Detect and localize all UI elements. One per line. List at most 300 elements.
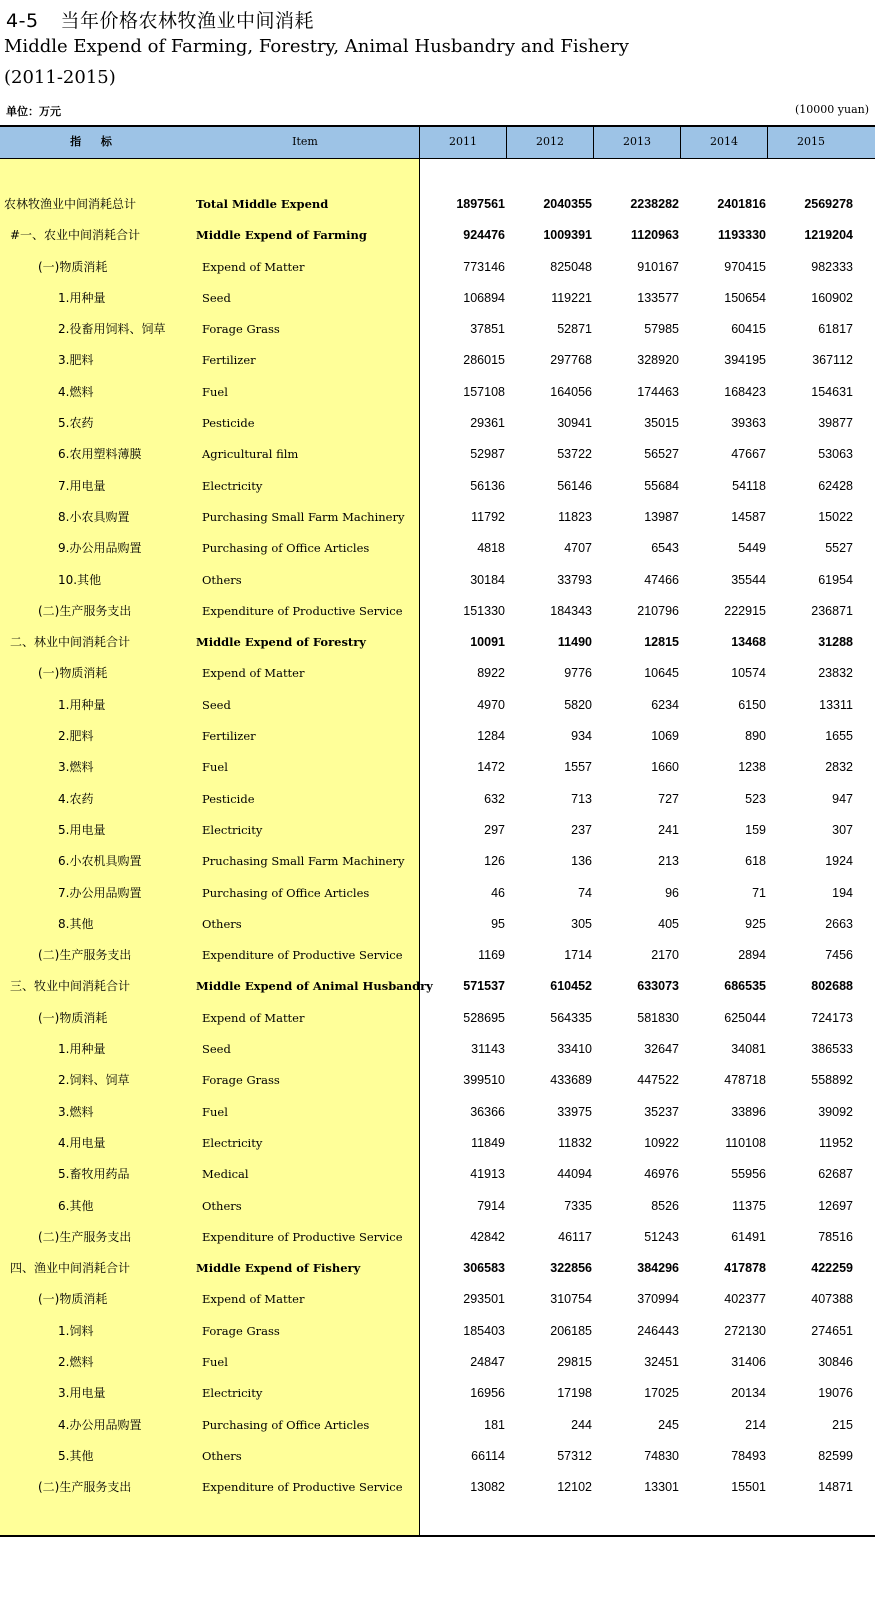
table-row <box>0 1191 875 1222</box>
value-cell-2012: 44094 <box>557 1167 592 1182</box>
value-cell-2013: 405 <box>658 916 679 931</box>
row-label-en: Purchasing of Office Articles <box>202 1417 370 1432</box>
value-cell-2012: 825048 <box>550 259 592 274</box>
value-cell-2011: 106894 <box>463 290 505 305</box>
value-cell-2013: 6234 <box>651 697 679 712</box>
value-cell-2011: 1897561 <box>456 197 505 211</box>
header-year-2013: 2013 <box>623 135 651 148</box>
value-cell-2013: 328920 <box>637 353 679 368</box>
table-row <box>0 784 875 815</box>
value-cell-2015: 11952 <box>819 1135 853 1150</box>
value-cell-2012: 52871 <box>557 322 592 337</box>
value-cell-2011: 10091 <box>470 635 505 650</box>
value-cell-2012: 33410 <box>557 1042 592 1057</box>
value-cell-2012: 206185 <box>550 1323 592 1338</box>
row-label-en: Expend of Matter <box>202 1010 305 1025</box>
value-cell-2013: 2170 <box>651 948 679 963</box>
value-cell-2012: 1714 <box>564 948 592 963</box>
page-title-years: (2011-2015) <box>4 67 116 88</box>
value-cell-2014: 2894 <box>738 948 766 963</box>
value-cell-2011: 151330 <box>463 603 505 618</box>
row-label-en: Purchasing of Office Articles <box>202 541 370 556</box>
table-row <box>0 940 875 971</box>
table-row <box>0 752 875 783</box>
value-cell-2014: 394195 <box>724 353 766 368</box>
value-cell-2013: 133577 <box>637 290 679 305</box>
value-cell-2015: 31288 <box>818 635 853 650</box>
value-cell-2012: 297768 <box>550 353 592 368</box>
row-label-en: Agricultural film <box>202 447 299 462</box>
value-cell-2014: 71 <box>752 885 766 900</box>
value-cell-2013: 1660 <box>651 760 679 775</box>
value-cell-2011: 306583 <box>463 1261 505 1276</box>
table-number: 4-5 <box>6 10 39 32</box>
value-cell-2012: 12102 <box>557 1480 592 1495</box>
row-label-en: Others <box>202 572 242 587</box>
row-label-en: Seed <box>202 697 231 712</box>
row-label-cn: 2.燃料 <box>58 1354 94 1369</box>
value-cell-2015: 194 <box>832 885 853 900</box>
table-row <box>0 1222 875 1253</box>
value-cell-2012: 9776 <box>564 666 592 681</box>
table-row <box>0 721 875 752</box>
value-cell-2015: 15022 <box>818 509 853 524</box>
row-label-en: Electricity <box>202 478 263 493</box>
value-cell-2012: 29815 <box>557 1354 592 1369</box>
value-cell-2013: 96 <box>665 885 679 900</box>
value-cell-2015: 14871 <box>818 1480 853 1495</box>
value-cell-2014: 10574 <box>731 666 766 681</box>
value-cell-2015: 154631 <box>811 384 853 399</box>
row-label-cn: 农林牧渔业中间消耗总计 <box>4 197 137 211</box>
value-cell-2011: 4970 <box>477 697 505 712</box>
value-cell-2015: 422259 <box>811 1261 853 1276</box>
row-label-en: Purchasing Small Farm Machinery <box>202 509 405 524</box>
value-cell-2013: 51243 <box>644 1229 679 1244</box>
value-cell-2012: 11490 <box>557 635 592 650</box>
value-cell-2014: 13468 <box>731 635 766 650</box>
value-cell-2015: 160902 <box>811 290 853 305</box>
row-label-cn: 7.办公用品购置 <box>58 885 142 900</box>
value-cell-2014: 417878 <box>724 1261 766 1276</box>
table-row <box>0 627 875 658</box>
value-cell-2015: 407388 <box>811 1292 853 1307</box>
value-cell-2015: 7456 <box>825 948 853 963</box>
value-cell-2012: 17198 <box>557 1386 592 1401</box>
value-cell-2012: 30941 <box>557 416 592 431</box>
value-cell-2013: 35015 <box>644 416 679 431</box>
value-cell-2014: 925 <box>745 916 766 931</box>
row-label-en: Pesticide <box>202 416 255 431</box>
table-row <box>0 658 875 689</box>
value-cell-2012: 164056 <box>550 384 592 399</box>
row-label-en: Electricity <box>202 1386 263 1401</box>
value-cell-2013: 47466 <box>644 572 679 587</box>
value-cell-2012: 136 <box>571 854 592 869</box>
table-row <box>0 1159 875 1190</box>
value-cell-2015: 802688 <box>811 979 853 994</box>
value-cell-2015: 82599 <box>818 1448 853 1463</box>
value-cell-2015: 5527 <box>825 541 853 556</box>
value-cell-2012: 4707 <box>564 541 592 556</box>
value-cell-2013: 12815 <box>644 635 679 650</box>
value-cell-2013: 57985 <box>644 322 679 337</box>
value-cell-2013: 13301 <box>644 1480 679 1495</box>
value-cell-2011: 1284 <box>477 729 505 744</box>
row-label-cn: 三、牧业中间消耗合计 <box>10 979 131 994</box>
value-cell-2015: 1655 <box>825 729 853 744</box>
value-cell-2011: 24847 <box>470 1354 505 1369</box>
row-label-en: Others <box>202 916 242 931</box>
value-cell-2011: 185403 <box>463 1323 505 1338</box>
table-row <box>0 189 875 220</box>
row-label-cn: 1.饲料 <box>58 1323 94 1338</box>
value-cell-2014: 970415 <box>724 259 766 274</box>
value-cell-2011: 399510 <box>463 1073 505 1088</box>
row-label-cn: (二)生产服务支出 <box>38 948 132 963</box>
value-cell-2011: 181 <box>484 1417 505 1432</box>
unit-label-en: (10000 yuan) <box>794 103 869 116</box>
row-label-cn: (二)生产服务支出 <box>38 1480 132 1495</box>
value-cell-2014: 214 <box>745 1417 766 1432</box>
row-label-en: Seed <box>202 290 231 305</box>
row-label-en: Middle Expend of Fishery <box>196 1261 361 1276</box>
value-cell-2015: 30846 <box>818 1354 853 1369</box>
table-row <box>0 502 875 533</box>
value-cell-2014: 222915 <box>724 603 766 618</box>
value-cell-2014: 1238 <box>738 760 766 775</box>
row-label-cn: 2.肥料 <box>58 729 94 744</box>
page-title-en: Middle Expend of Farming, Forestry, Animal Husbandry and Fishery <box>4 36 629 57</box>
row-label-cn: 3.燃料 <box>58 760 94 775</box>
row-label-cn: 四、渔业中间消耗合计 <box>10 1261 131 1276</box>
value-cell-2012: 53722 <box>557 447 592 462</box>
row-label-en: Others <box>202 1198 242 1213</box>
value-cell-2015: 236871 <box>811 603 853 618</box>
row-label-cn: 6.小农机具购置 <box>58 854 142 869</box>
row-label-en: Forage Grass <box>202 1323 280 1338</box>
value-cell-2012: 237 <box>571 822 592 837</box>
header-item-en: Item <box>292 135 318 148</box>
row-label-en: Others <box>202 1448 242 1463</box>
row-label-en: Expend of Matter <box>202 666 305 681</box>
row-label-cn: 10.其他 <box>58 572 102 587</box>
value-cell-2013: 10645 <box>644 666 679 681</box>
table-row <box>0 1472 875 1503</box>
row-label-cn: 1.用种量 <box>58 1042 106 1057</box>
value-cell-2015: 61954 <box>818 572 853 587</box>
value-cell-2015: 61817 <box>818 322 853 337</box>
value-cell-2012: 5820 <box>564 697 592 712</box>
value-cell-2014: 14587 <box>731 509 766 524</box>
value-cell-2012: 11832 <box>558 1135 592 1150</box>
value-cell-2011: 1169 <box>478 948 505 963</box>
table-row <box>0 1128 875 1159</box>
row-label-cn: (二)生产服务支出 <box>38 603 132 618</box>
value-cell-2013: 2238282 <box>630 197 679 211</box>
row-label-cn: 6.其他 <box>58 1198 94 1213</box>
row-label-cn: (二)生产服务支出 <box>38 1229 132 1244</box>
value-cell-2013: 46976 <box>644 1167 679 1182</box>
table-row <box>0 1441 875 1472</box>
value-cell-2014: 523 <box>745 791 766 806</box>
table-row <box>0 533 875 564</box>
row-label-cn: 1.用种量 <box>58 697 106 712</box>
value-cell-2014: 34081 <box>731 1042 766 1057</box>
value-cell-2013: 213 <box>658 854 679 869</box>
row-label-en: Expend of Matter <box>202 259 305 274</box>
row-label-cn: 5.用电量 <box>58 822 106 837</box>
value-cell-2013: 13987 <box>644 509 679 524</box>
value-cell-2013: 910167 <box>637 259 679 274</box>
value-cell-2011: 16956 <box>470 1386 505 1401</box>
value-cell-2015: 19076 <box>818 1386 853 1401</box>
header-year-2015: 2015 <box>797 135 825 148</box>
value-cell-2014: 150654 <box>724 290 766 305</box>
value-cell-2014: 54118 <box>732 478 766 493</box>
value-cell-2012: 564335 <box>550 1010 592 1025</box>
value-cell-2014: 31406 <box>731 1354 766 1369</box>
value-cell-2011: 13082 <box>470 1480 505 1495</box>
value-cell-2014: 55956 <box>731 1167 766 1182</box>
value-cell-2013: 17025 <box>644 1386 679 1401</box>
value-cell-2014: 11375 <box>732 1198 766 1213</box>
value-cell-2014: 110108 <box>725 1135 766 1150</box>
value-cell-2015: 386533 <box>811 1042 853 1057</box>
value-cell-2014: 272130 <box>724 1323 766 1338</box>
value-cell-2015: 215 <box>832 1417 853 1432</box>
table-row <box>0 565 875 596</box>
table-row <box>0 1347 875 1378</box>
header-item-cn: 指 标 <box>70 135 120 148</box>
value-cell-2011: 56136 <box>470 478 505 493</box>
value-cell-2012: 305 <box>571 916 592 931</box>
row-label-cn: 9.办公用品购置 <box>58 541 142 556</box>
value-cell-2012: 7335 <box>564 1198 592 1213</box>
table-row <box>0 377 875 408</box>
table-row <box>0 1065 875 1096</box>
value-cell-2012: 322856 <box>550 1261 592 1276</box>
value-cell-2012: 713 <box>571 791 592 806</box>
value-cell-2011: 571537 <box>463 979 505 994</box>
row-label-en: Expenditure of Productive Service <box>202 948 403 963</box>
row-label-cn: 3.燃料 <box>58 1104 94 1119</box>
table-row <box>0 471 875 502</box>
value-cell-2011: 36366 <box>470 1104 505 1119</box>
value-cell-2013: 210796 <box>637 603 679 618</box>
table-row <box>0 252 875 283</box>
value-cell-2011: 126 <box>484 854 505 869</box>
value-cell-2013: 32451 <box>644 1354 679 1369</box>
value-cell-2013: 447522 <box>637 1073 679 1088</box>
row-label-cn: 8.小农具购置 <box>58 509 130 524</box>
value-cell-2015: 13311 <box>819 697 853 712</box>
value-cell-2011: 4818 <box>477 541 505 556</box>
row-label-cn: (一)物质消耗 <box>38 1292 108 1307</box>
row-label-cn: 1.用种量 <box>58 290 106 305</box>
value-cell-2011: 528695 <box>463 1010 505 1025</box>
row-label-en: Fertilizer <box>202 353 256 368</box>
row-label-cn: 二、林业中间消耗合计 <box>10 635 131 650</box>
value-cell-2015: 12697 <box>818 1198 853 1213</box>
row-label-cn: 5.其他 <box>58 1448 94 1463</box>
value-cell-2014: 15501 <box>731 1480 766 1495</box>
value-cell-2014: 402377 <box>724 1292 766 1307</box>
value-cell-2012: 119221 <box>551 290 592 305</box>
value-cell-2015: 1924 <box>825 854 853 869</box>
column-divider <box>767 125 768 159</box>
value-cell-2014: 61491 <box>731 1229 766 1244</box>
row-label-cn: 6.农用塑料薄膜 <box>58 447 142 462</box>
value-cell-2011: 11792 <box>471 509 505 524</box>
value-cell-2012: 1557 <box>564 760 592 775</box>
value-cell-2012: 934 <box>571 729 592 744</box>
value-cell-2012: 184343 <box>550 603 592 618</box>
row-label-cn: 4.农药 <box>58 791 94 806</box>
value-cell-2012: 1009391 <box>543 228 592 243</box>
value-cell-2015: 62687 <box>818 1167 853 1182</box>
value-cell-2014: 20134 <box>731 1386 766 1401</box>
value-cell-2013: 1069 <box>651 729 679 744</box>
table-row <box>0 846 875 877</box>
row-label-en: Middle Expend of Animal Husbandry <box>196 979 433 994</box>
value-cell-2014: 686535 <box>724 979 766 994</box>
row-label-en: Total Middle Expend <box>196 197 329 211</box>
table-bottom-border <box>0 1535 875 1537</box>
value-cell-2013: 6543 <box>651 541 679 556</box>
value-cell-2012: 74 <box>578 885 592 900</box>
row-label-cn: (一)物质消耗 <box>38 259 108 274</box>
value-cell-2012: 57312 <box>557 1448 592 1463</box>
table-row <box>0 596 875 627</box>
value-cell-2014: 39363 <box>731 416 766 431</box>
value-cell-2012: 33975 <box>557 1104 592 1119</box>
value-cell-2014: 159 <box>745 822 766 837</box>
value-cell-2015: 39092 <box>818 1104 853 1119</box>
value-cell-2015: 947 <box>832 791 853 806</box>
row-label-cn: 2.饲料、饲草 <box>58 1073 130 1088</box>
row-label-en: Forage Grass <box>202 322 280 337</box>
row-label-en: Expenditure of Productive Service <box>202 1480 403 1495</box>
value-cell-2012: 310754 <box>550 1292 592 1307</box>
row-label-cn: 3.肥料 <box>58 353 94 368</box>
row-label-en: Fuel <box>202 1354 228 1369</box>
table-row <box>0 1003 875 1034</box>
value-cell-2015: 1219204 <box>804 228 853 243</box>
table-row <box>0 220 875 251</box>
table-row <box>0 439 875 470</box>
value-cell-2011: 52987 <box>470 447 505 462</box>
table-row <box>0 283 875 314</box>
data-table <box>0 125 875 1537</box>
table-row <box>0 815 875 846</box>
row-label-cn: 8.其他 <box>58 916 94 931</box>
row-label-en: Fertilizer <box>202 729 256 744</box>
value-cell-2011: 1472 <box>477 760 505 775</box>
table-body <box>0 189 875 1503</box>
table-row <box>0 1378 875 1409</box>
row-label-cn: 5.畜牧用药品 <box>58 1167 130 1182</box>
value-cell-2015: 367112 <box>812 353 853 368</box>
table-row <box>0 909 875 940</box>
row-label-en: Purchasing of Office Articles <box>202 885 370 900</box>
value-cell-2011: 286015 <box>463 353 505 368</box>
row-label-en: Fuel <box>202 384 228 399</box>
value-cell-2013: 581830 <box>637 1010 679 1025</box>
value-cell-2013: 384296 <box>637 1261 679 1276</box>
value-cell-2015: 78516 <box>818 1229 853 1244</box>
row-label-en: Expenditure of Productive Service <box>202 603 403 618</box>
row-label-en: Electricity <box>202 822 263 837</box>
column-divider <box>506 125 507 159</box>
row-label-cn: 4.用电量 <box>58 1135 106 1150</box>
table-row <box>0 1097 875 1128</box>
row-label-cn: 5.农药 <box>58 416 94 431</box>
row-label-en: Pruchasing Small Farm Machinery <box>202 854 405 869</box>
value-cell-2014: 1193330 <box>718 228 766 243</box>
value-cell-2015: 724173 <box>811 1010 853 1025</box>
table-row <box>0 408 875 439</box>
value-cell-2012: 56146 <box>557 478 592 493</box>
header-year-2011: 2011 <box>449 135 477 148</box>
value-cell-2015: 982333 <box>811 259 853 274</box>
value-cell-2013: 245 <box>658 1417 679 1432</box>
value-cell-2012: 46117 <box>558 1229 592 1244</box>
value-cell-2014: 625044 <box>724 1010 766 1025</box>
value-cell-2011: 95 <box>491 916 505 931</box>
value-cell-2011: 293501 <box>463 1292 505 1307</box>
page-title-cn <box>6 6 314 33</box>
value-cell-2015: 2569278 <box>804 197 853 211</box>
table-row <box>0 345 875 376</box>
row-label-en: Expend of Matter <box>202 1292 305 1307</box>
table-row <box>0 1410 875 1441</box>
row-label-cn: #一、农业中间消耗合计 <box>10 228 141 243</box>
row-label-en: Electricity <box>202 1135 263 1150</box>
value-cell-2011: 297 <box>484 822 505 837</box>
value-cell-2012: 433689 <box>550 1073 592 1088</box>
table-row <box>0 1034 875 1065</box>
value-cell-2013: 55684 <box>644 478 679 493</box>
row-label-cn: 2.役畜用饲料、饲草 <box>58 322 166 337</box>
row-label-cn: (一)物质消耗 <box>38 1010 108 1025</box>
value-cell-2013: 241 <box>658 822 679 837</box>
value-cell-2015: 53063 <box>818 447 853 462</box>
value-cell-2013: 370994 <box>637 1292 679 1307</box>
value-cell-2011: 66114 <box>471 1448 505 1463</box>
value-cell-2014: 78493 <box>731 1448 766 1463</box>
row-label-cn: 4.办公用品购置 <box>58 1417 142 1432</box>
value-cell-2011: 46 <box>491 885 505 900</box>
value-cell-2011: 30184 <box>470 572 505 587</box>
value-cell-2013: 35237 <box>644 1104 679 1119</box>
value-cell-2015: 2663 <box>825 916 853 931</box>
value-cell-2014: 33896 <box>731 1104 766 1119</box>
value-cell-2014: 618 <box>745 854 766 869</box>
value-cell-2015: 274651 <box>811 1323 853 1338</box>
table-row <box>0 1253 875 1284</box>
value-cell-2015: 39877 <box>818 416 853 431</box>
table-row <box>0 971 875 1002</box>
value-cell-2014: 6150 <box>738 697 766 712</box>
value-cell-2012: 2040355 <box>543 197 592 211</box>
row-label-en: Expenditure of Productive Service <box>202 1229 403 1244</box>
row-label-cn: 4.燃料 <box>58 384 94 399</box>
row-label-en: Fuel <box>202 1104 228 1119</box>
row-label-en: Seed <box>202 1042 231 1057</box>
value-cell-2014: 47667 <box>731 447 766 462</box>
row-label-cn: 3.用电量 <box>58 1386 106 1401</box>
